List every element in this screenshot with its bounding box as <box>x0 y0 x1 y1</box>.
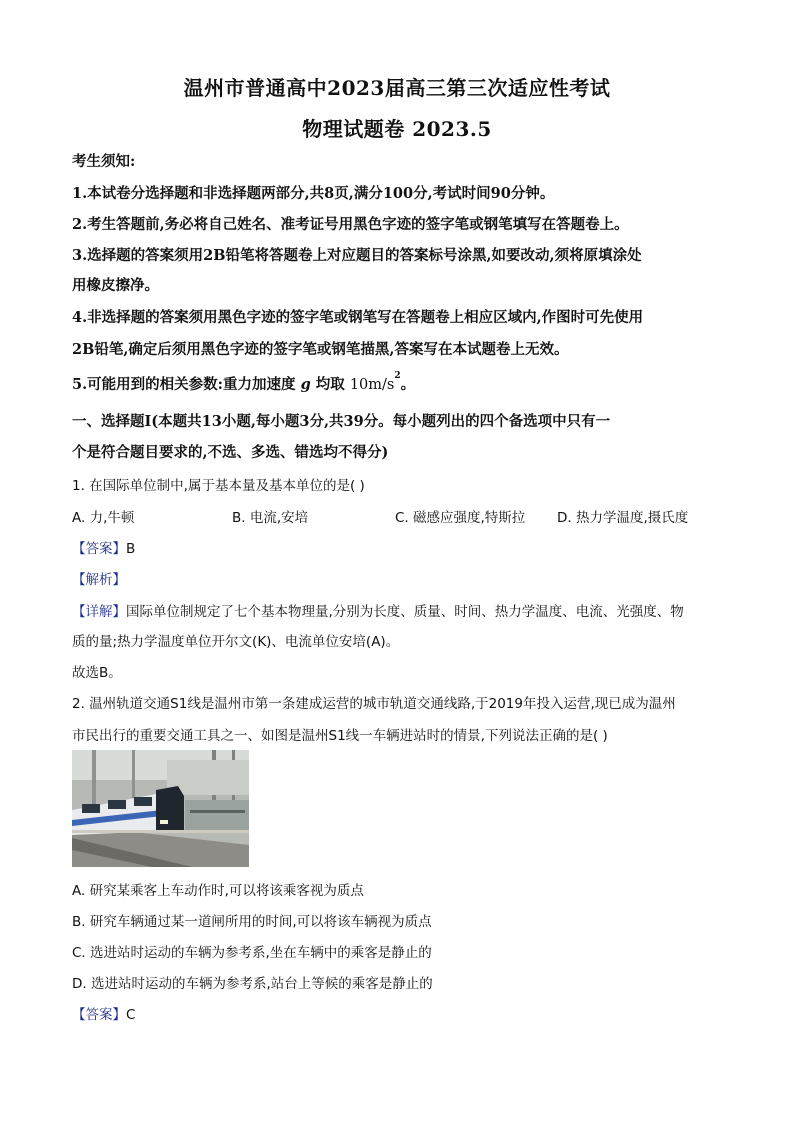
notice-item-5 <box>72 373 732 394</box>
notice-item-3: 3.选择题的答案须用2B铅笔将答题卷上对应题目的答案标号涂黑,如要改动,须将原填涂处 <box>72 247 642 264</box>
q2-answer-value: C <box>126 1007 136 1023</box>
q1-answer-value: B <box>126 541 136 557</box>
q1-option-b: B. 电流,安培 <box>232 510 309 526</box>
q1-option-d: D. 热力学温度,摄氏度 <box>557 510 689 526</box>
notice-item-1: 1.本试卷分选择题和非选择题两部分,共8页,满分100分,考试时间90分钟。 <box>72 185 555 202</box>
notice-item-4-cont: 2B铅笔,确定后须用黑色字迹的签字笔或钢笔描黑,答案写在本试题卷上无效。 <box>72 341 569 358</box>
q2-option-d: D. 选进站时运动的车辆为参考系,站台上等候的乘客是静止的 <box>72 976 433 992</box>
q2-stem-line1: 2. 温州轨道交通S1线是温州市第一条建成运营的城市轨道交通线路,于2019年投入运营,现已成为温州 <box>72 696 676 712</box>
answer-tag: 【答案】 <box>72 541 126 557</box>
q2-stem-line2: 市民出行的重要交通工具之一、如图是温州S1线一车辆进站时的情景,下列说法正确的是( ) <box>72 728 608 744</box>
gravity-exponent: 2 <box>394 371 401 381</box>
q1-options <box>72 506 732 526</box>
exam-subtitle: 物理试题卷 2023.5 <box>302 117 492 141</box>
notice-heading: 考生须知: <box>72 153 136 170</box>
q2-option-c: C. 选进站时运动的车辆为参考系,坐在车辆中的乘客是静止的 <box>72 945 432 961</box>
gravity-value: 10m/s <box>349 377 395 393</box>
answer-tag: 【答案】 <box>72 1007 126 1023</box>
notice-item-5-prefix: 5.可能用到的相关参数:重力加速度 <box>72 376 296 393</box>
notice-item-2: 2.考生答题前,务必将自己姓名、准考证号用黑色字迹的签字笔或钢笔填写在答题卷上。 <box>72 216 629 233</box>
train-station-photo <box>72 750 249 867</box>
q1-analysis-tag: 【解析】 <box>72 572 126 588</box>
q2-option-b: B. 研究车辆通过某一道闸所用的时间,可以将该车辆视为质点 <box>72 914 432 930</box>
gravity-symbol: g <box>300 376 311 393</box>
exam-title: 温州市普通高中2023届高三第三次适应性考试 <box>183 76 611 100</box>
notice-item-5-mid: 均取 <box>315 376 345 393</box>
q1-detail-text: 国际单位制规定了七个基本物理量,分别为长度、质量、时间、热力学温度、电流、光强度、物 <box>126 604 684 620</box>
notice-item-3-cont: 用橡皮擦净。 <box>72 277 159 294</box>
q1-conclusion: 故选B。 <box>72 665 122 681</box>
q2-option-a: A. 研究某乘客上车动作时,可以将该乘客视为质点 <box>72 883 364 899</box>
q1-option-c: C. 磁感应强度,特斯拉 <box>395 510 526 526</box>
q1-detail-line2: 质的量;热力学温度单位开尔文(K)、电流单位安培(A)。 <box>72 634 400 650</box>
q1-option-a: A. 力,牛顿 <box>72 510 135 526</box>
q1-answer <box>72 537 732 557</box>
notice-item-5-end: 。 <box>400 376 416 393</box>
detail-tag: 【详解】 <box>72 604 126 620</box>
q1-detail-line1 <box>72 600 732 620</box>
notice-item-4: 4.非选择题的答案须用黑色字迹的签字笔或钢笔写在答题卷上相应区域内,作图时可先使用 <box>72 309 644 326</box>
q2-answer <box>72 1003 732 1023</box>
q1-stem: 1. 在国际单位制中,属于基本量及基本单位的是( ) <box>72 478 365 494</box>
section-heading-line2: 个是符合题目要求的,不选、多选、错选均不得分) <box>72 444 389 461</box>
section-heading-line1: 一、选择题Ⅰ(本题共13小题,每小题3分,共39分。每小题列出的四个备选项中只有一 <box>72 413 611 430</box>
